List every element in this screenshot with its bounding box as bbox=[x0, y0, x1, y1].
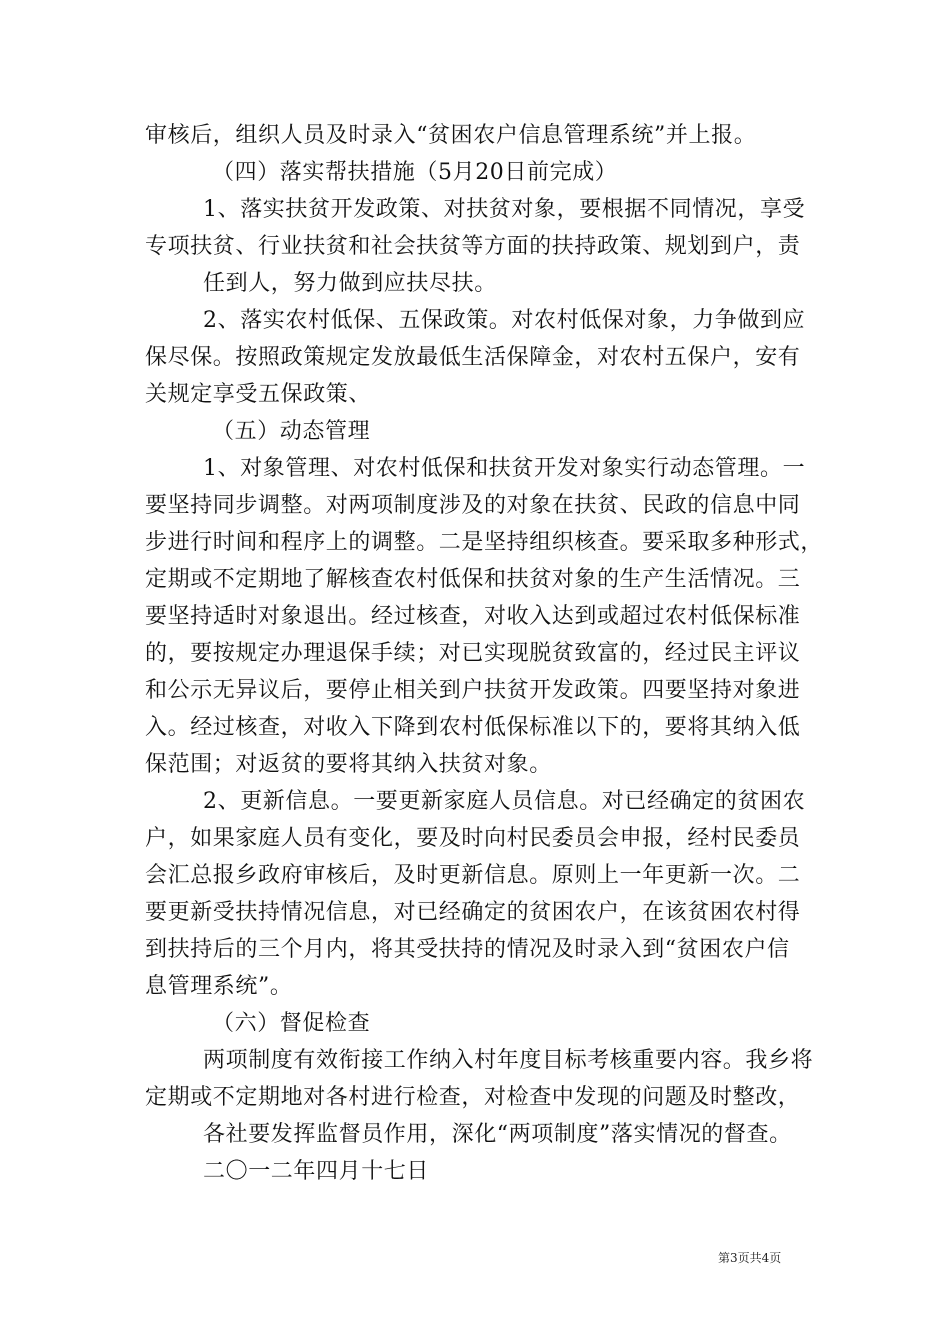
text-line: 会汇总报乡政府审核后，及时更新信息。原则上一年更新一次。二 bbox=[145, 863, 801, 888]
text-line: 的，要按规定办理退保手续；对已实现脱贫致富的，经过民主评议 bbox=[145, 641, 801, 666]
text-line: 保尽保。按照政策规定发放最低生活保障金，对农村五保户，安有 bbox=[145, 345, 801, 370]
text-line: 1、对象管理、对农村低保和扶贫开发对象实行动态管理。一 bbox=[203, 456, 806, 481]
text-line: 要坚持适时对象退出。经过核查，对收入达到或超过农村低保标准 bbox=[145, 604, 801, 629]
text-line: 定期或不定期地对各村进行检查，对检查中发现的问题及时整改， bbox=[145, 1085, 801, 1110]
text-line: 息管理系统”。 bbox=[145, 974, 293, 999]
text-line: 各社要发挥监督员作用，深化“两项制度”落实情况的督查。 bbox=[203, 1122, 792, 1147]
section-heading: （四）落实帮扶措施（5月20日前完成） bbox=[212, 160, 618, 185]
text-line: 到扶持后的三个月内，将其受扶持的情况及时录入到“贫困农户信 bbox=[145, 937, 790, 962]
section-heading: （六）督促检查 bbox=[212, 1011, 371, 1036]
text-line: 户，如果家庭人员有变化，要及时向村民委员会申报，经村民委员 bbox=[145, 826, 801, 851]
text-line: 2、更新信息。一要更新家庭人员信息。对已经确定的贫困农 bbox=[203, 789, 806, 814]
text-line: 步进行时间和程序上的调整。二是坚持组织核查。要采取多种形式， bbox=[145, 530, 824, 555]
text-line: 要更新受扶持情况信息，对已经确定的贫困农户，在该贫困农村得 bbox=[145, 900, 801, 925]
text-line: 关规定享受五保政策、 bbox=[145, 382, 372, 407]
text-line: 和公示无异议后，要停止相关到户扶贫开发政策。四要坚持对象进 bbox=[145, 678, 801, 703]
text-line: 保范围；对返贫的要将其纳入扶贫对象。 bbox=[145, 752, 552, 777]
page-number: 第3页共4页 bbox=[718, 1251, 782, 1265]
text-line: 两项制度有效衔接工作纳入村年度目标考核重要内容。我乡将 bbox=[203, 1048, 814, 1073]
text-line: 专项扶贫、行业扶贫和社会扶贫等方面的扶持政策、规划到户，责 bbox=[145, 234, 801, 259]
text-line: 要坚持同步调整。对两项制度涉及的对象在扶贫、民政的信息中同 bbox=[145, 493, 801, 518]
text-line: 2、落实农村低保、五保政策。对农村低保对象，力争做到应 bbox=[203, 308, 806, 333]
text-line: 任到人，努力做到应扶尽扶。 bbox=[203, 271, 497, 296]
text-line: 1、落实扶贫开发政策、对扶贫对象，要根据不同情况，享受 bbox=[203, 197, 806, 222]
section-heading: （五）动态管理 bbox=[212, 419, 371, 444]
date-line: 二〇一二年四月十七日 bbox=[203, 1159, 430, 1184]
text-line: 审核后，组织人员及时录入“贫困农户信息管理系统”并上报。 bbox=[145, 123, 757, 148]
text-line: 入。经过核查，对收入下降到农村低保标准以下的，要将其纳入低 bbox=[145, 715, 801, 740]
text-line: 定期或不定期地了解核查农村低保和扶贫对象的生产生活情况。三 bbox=[145, 567, 801, 592]
